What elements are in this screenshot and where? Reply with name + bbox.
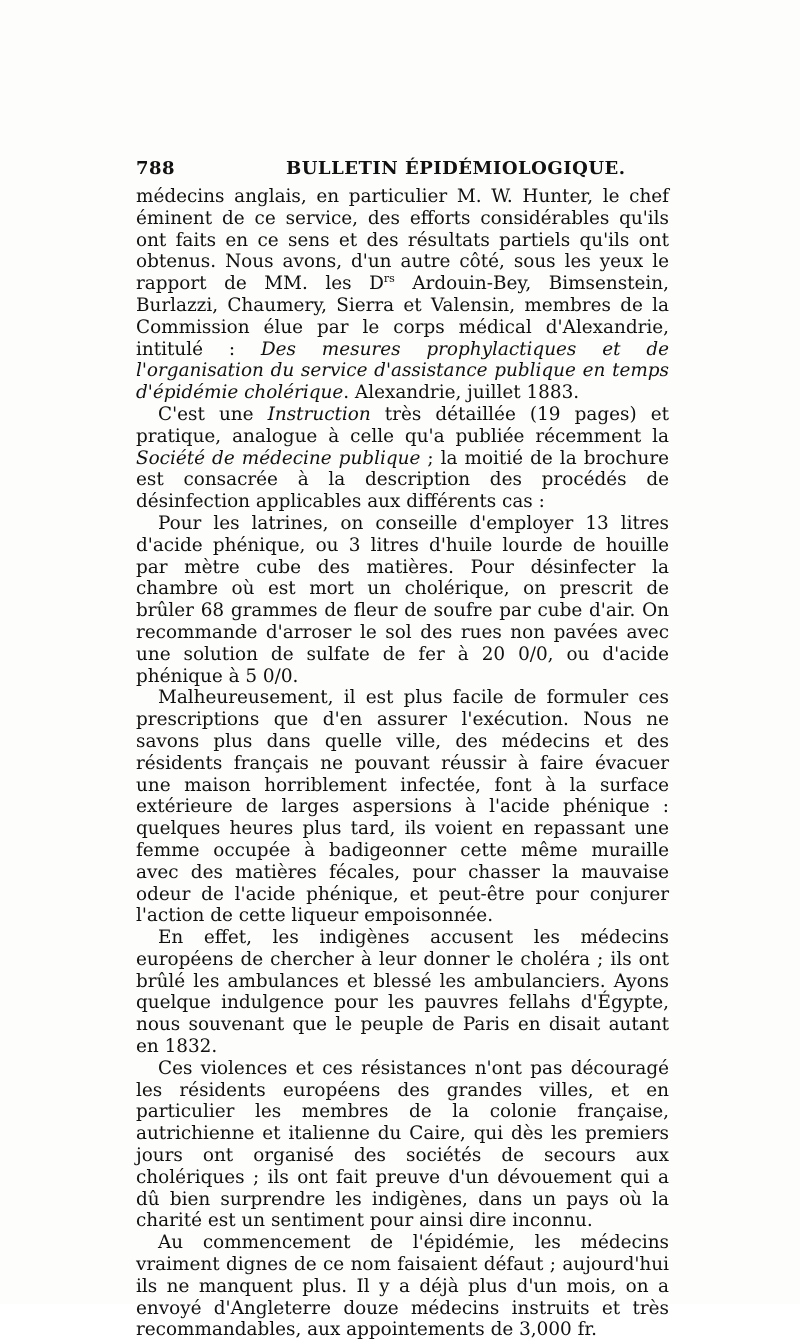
paragraph-3: Pour les latrines, on conseille d'employer 13 litres d'acide phénique, ou 3 litres d'huile lourde de houille par mètre cube des matières. Pour désinfecter la chambre où est mort un cholérique, on prescrit de brûler 68 grammes de fleur de soufre par cube d'air. On recommande d'arroser le sol des rues non pavées avec une solution de sulfate de fer à 20 0/0, ou d'acide phénique à 5 0/0. bbox=[136, 512, 669, 687]
doctors-abbreviation-superscript: rs bbox=[383, 272, 395, 286]
paragraph-5: En effet, les indigènes accusent les médecins européens de chercher à leur donner le choléra ; ils ont brûlé les ambulances et blessé les ambulanciers. Ayons quelque indulgence pour les pauvres fellahs d'Égypte, nous souvenant que le peuple de Paris en disait autant en 1832. bbox=[136, 927, 669, 1058]
paragraph-1-text-b: Ardouin-Bey, Bimsenstein, Burlazzi, Chaumery, Sierra et Valensin, membres de la Commission élue par le corps médical d'Alexandrie, intitulé : bbox=[136, 273, 669, 360]
society-name: Société de médecine publique bbox=[136, 447, 421, 469]
paragraph-2-text-c: ; la moitié de la brochure est consacrée à la description des procédés de désinfection applicables aux différents cas : bbox=[136, 447, 669, 513]
running-title: BULLETIN ÉPIDÉMIOLOGIQUE. bbox=[286, 158, 626, 179]
paragraph-2 bbox=[136, 404, 669, 513]
paragraph-2-text-a: C'est une bbox=[158, 403, 268, 425]
page-header bbox=[136, 158, 668, 180]
paragraph-1 bbox=[136, 186, 669, 404]
paragraph-1-text-c: . Alexandrie, juillet 1883. bbox=[343, 382, 580, 404]
page-body bbox=[136, 186, 669, 1341]
paragraph-1-text-a: médecins anglais, en particulier M. W. Hunter, le chef éminent de ce service, des efforts considérables qu'ils ont faits en ce sens et des résultats partiels qu'ils ont obtenus. Nous avons, d'un autre côté, sous les yeux le rapport de MM. les D bbox=[136, 186, 669, 295]
paragraph-7: Au commencement de l'épidémie, les médecins vraiment dignes de ce nom faisaient défaut ; aujourd'hui ils ne manquent plus. Il y a déjà plus d'un mois, on a envoyé d'Angleterre douze médecins instruits et très recommandables, aux appointements de 3,000 fr. bbox=[136, 1232, 669, 1341]
paragraph-6: Ces violences et ces résistances n'ont pas découragé les résidents européens des grandes villes, et en particulier les membres de la colonie française, autrichienne et italienne du Caire, qui dès les premiers jours ont organisé des sociétés de secours aux cholériques ; ils ont fait preuve d'un dévouement qui a dû bien surprendre les indigènes, dans un pays où la charité est un sentiment pour ainsi dire inconnu. bbox=[136, 1057, 669, 1232]
report-title: Des mesures prophylactiques et de l'organisation du service d'assistance publique en temps d'épidémie cholérique bbox=[136, 338, 669, 404]
paragraph-4: Malheureusement, il est plus facile de formuler ces prescriptions que d'en assurer l'exécution. Nous ne savons plus dans quelle ville, des médecins et des résidents français ne pouvant réussir à faire évacuer une maison horriblement infectée, font à la surface extérieure de larges aspersions à l'acide phénique : quelques heures plus tard, ils voient en repassant une femme occupée à badigeonner cette même muraille avec des matières fécales, pour chasser la mauvaise odeur de l'acide phénique, et peut-être pour conjurer l'action de cette liqueur empoisonnée. bbox=[136, 687, 669, 927]
paragraph-2-text-b: très détaillée (19 pages) et pratique, analogue à celle qu'a publiée récemment la bbox=[136, 403, 669, 447]
page-number: 788 bbox=[136, 158, 176, 179]
instruction-italic: Instruction bbox=[267, 403, 371, 425]
